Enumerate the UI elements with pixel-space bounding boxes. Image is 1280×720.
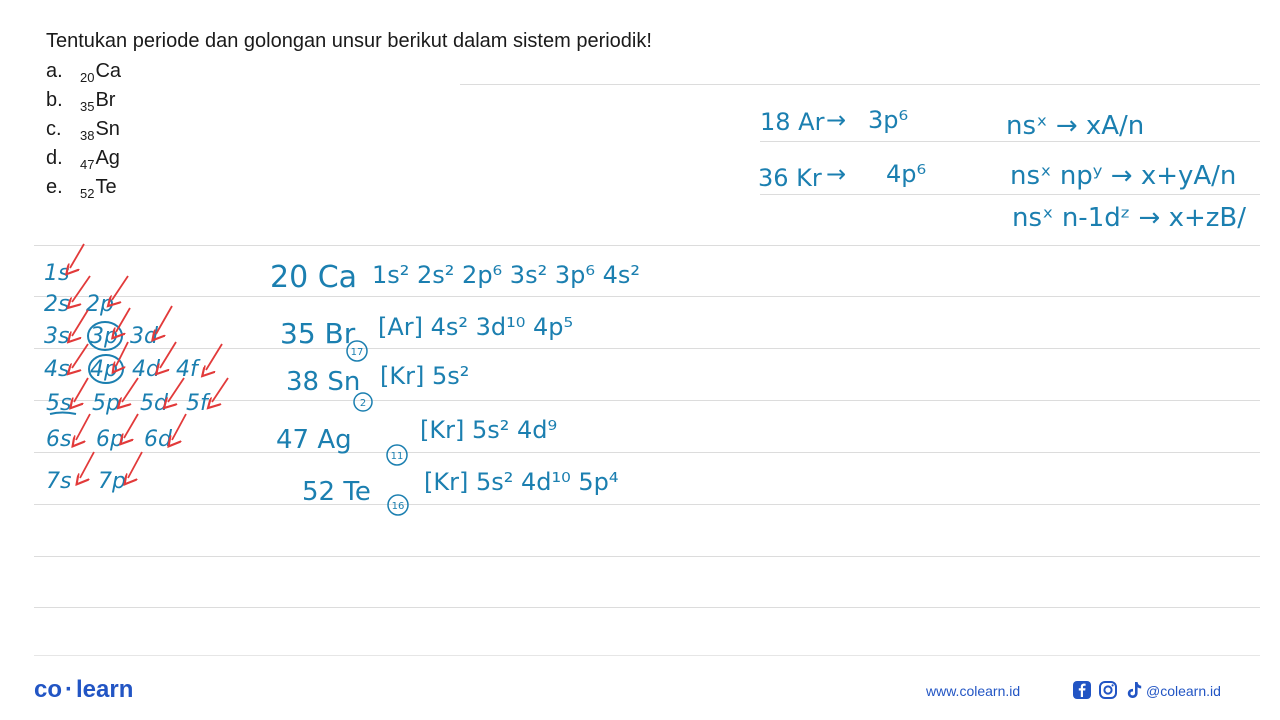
valence-number: 2	[359, 398, 367, 409]
element-symbol: Ag	[95, 147, 120, 169]
orbital-label: 3d	[130, 324, 158, 349]
valence-number: 11	[390, 451, 404, 462]
orbital-label: 5d	[140, 391, 168, 416]
atomic-number: 52	[80, 186, 95, 201]
electron-config: [Kr] 5s² 4d¹⁰ 5p⁴	[424, 468, 619, 496]
orbital-label: 4p	[90, 357, 118, 382]
brand-right: learn	[76, 676, 134, 703]
group-rules	[1006, 111, 1246, 233]
noble-config: 4p⁶	[886, 160, 927, 188]
element-label: 47 Ag	[276, 425, 352, 455]
valence-number: 17	[350, 347, 364, 358]
noble-config: 3p⁶	[868, 106, 909, 134]
atomic-number: 20	[80, 70, 95, 85]
option-letter: a.	[46, 60, 63, 82]
orbital-label: 1s	[44, 261, 70, 286]
social-handle[interactable]: @colearn.id	[1146, 683, 1221, 699]
electron-config: [Kr] 5s² 4d⁹	[420, 416, 558, 444]
orbital-label: 2p	[86, 292, 114, 317]
noble-gas-notes	[758, 106, 926, 192]
electron-config: [Ar] 4s² 3d¹⁰ 4p⁵	[378, 313, 574, 341]
orbital-label: 2s	[44, 292, 70, 317]
brand-logo[interactable]	[34, 676, 133, 704]
valence-number: 16	[391, 501, 405, 512]
facebook-icon[interactable]	[1072, 680, 1092, 700]
electron-config: 1s² 2s² 2p⁶ 3s² 3p⁶ 4s²	[372, 261, 640, 289]
orbital-label: 6s	[46, 427, 72, 452]
noble-label: 36 Kr	[758, 164, 822, 192]
element-symbol: Ca	[95, 60, 122, 82]
orbital-label: 6p	[96, 427, 124, 452]
aufbau-diagram	[44, 244, 228, 494]
noble-label: 18 Ar	[760, 108, 825, 136]
arrow-symbol: →	[826, 160, 847, 188]
option-letter: d.	[46, 147, 63, 169]
website-link[interactable]: www.colearn.id	[926, 683, 1021, 699]
element-symbol: Br	[95, 89, 116, 111]
element-label: 52 Te	[302, 477, 371, 507]
orbital-label: 5s	[46, 391, 72, 416]
orbital-label: 5p	[92, 391, 120, 416]
element-label: 35 Br	[280, 317, 356, 350]
atomic-number: 35	[80, 99, 95, 114]
configuration-list	[270, 260, 640, 515]
footer	[0, 656, 1280, 720]
orbital-label: 4d	[132, 357, 160, 382]
orbital-label: 4f	[176, 357, 198, 382]
orbital-label: 7s	[46, 469, 72, 494]
option-letter: e.	[46, 176, 63, 198]
arrow-symbol: →	[826, 106, 847, 134]
orbital-label: 6d	[144, 427, 172, 452]
orbital-label: 7p	[98, 469, 126, 494]
group-rule: nsˣ n-1dᶻ → x+zB/	[1012, 203, 1246, 233]
orbital-label: 3s	[44, 324, 70, 349]
atomic-number: 47	[80, 157, 95, 172]
orbital-label: 3p	[90, 324, 118, 349]
brand-dot: ·	[65, 676, 74, 703]
atomic-number: 38	[80, 128, 95, 143]
orbital-label: 5f	[186, 391, 208, 416]
question-text: Tentukan periode dan golongan unsur berikut dalam sistem periodik!	[46, 30, 652, 52]
electron-config: [Kr] 5s²	[380, 362, 470, 390]
group-rule: nsˣ npʸ → x+yA/n	[1010, 161, 1237, 191]
group-rule: nsˣ → xA/n	[1006, 111, 1145, 141]
instagram-icon[interactable]	[1098, 680, 1118, 700]
brand-left: co	[34, 676, 63, 703]
element-symbol: Sn	[95, 118, 120, 140]
orbital-label: 4s	[44, 357, 70, 382]
element-label: 38 Sn	[286, 367, 361, 397]
option-letter: c.	[46, 118, 62, 140]
tiktok-icon[interactable]	[1124, 680, 1144, 700]
option-letter: b.	[46, 89, 63, 111]
element-label: 20 Ca	[270, 260, 358, 295]
element-symbol: Te	[95, 176, 117, 198]
